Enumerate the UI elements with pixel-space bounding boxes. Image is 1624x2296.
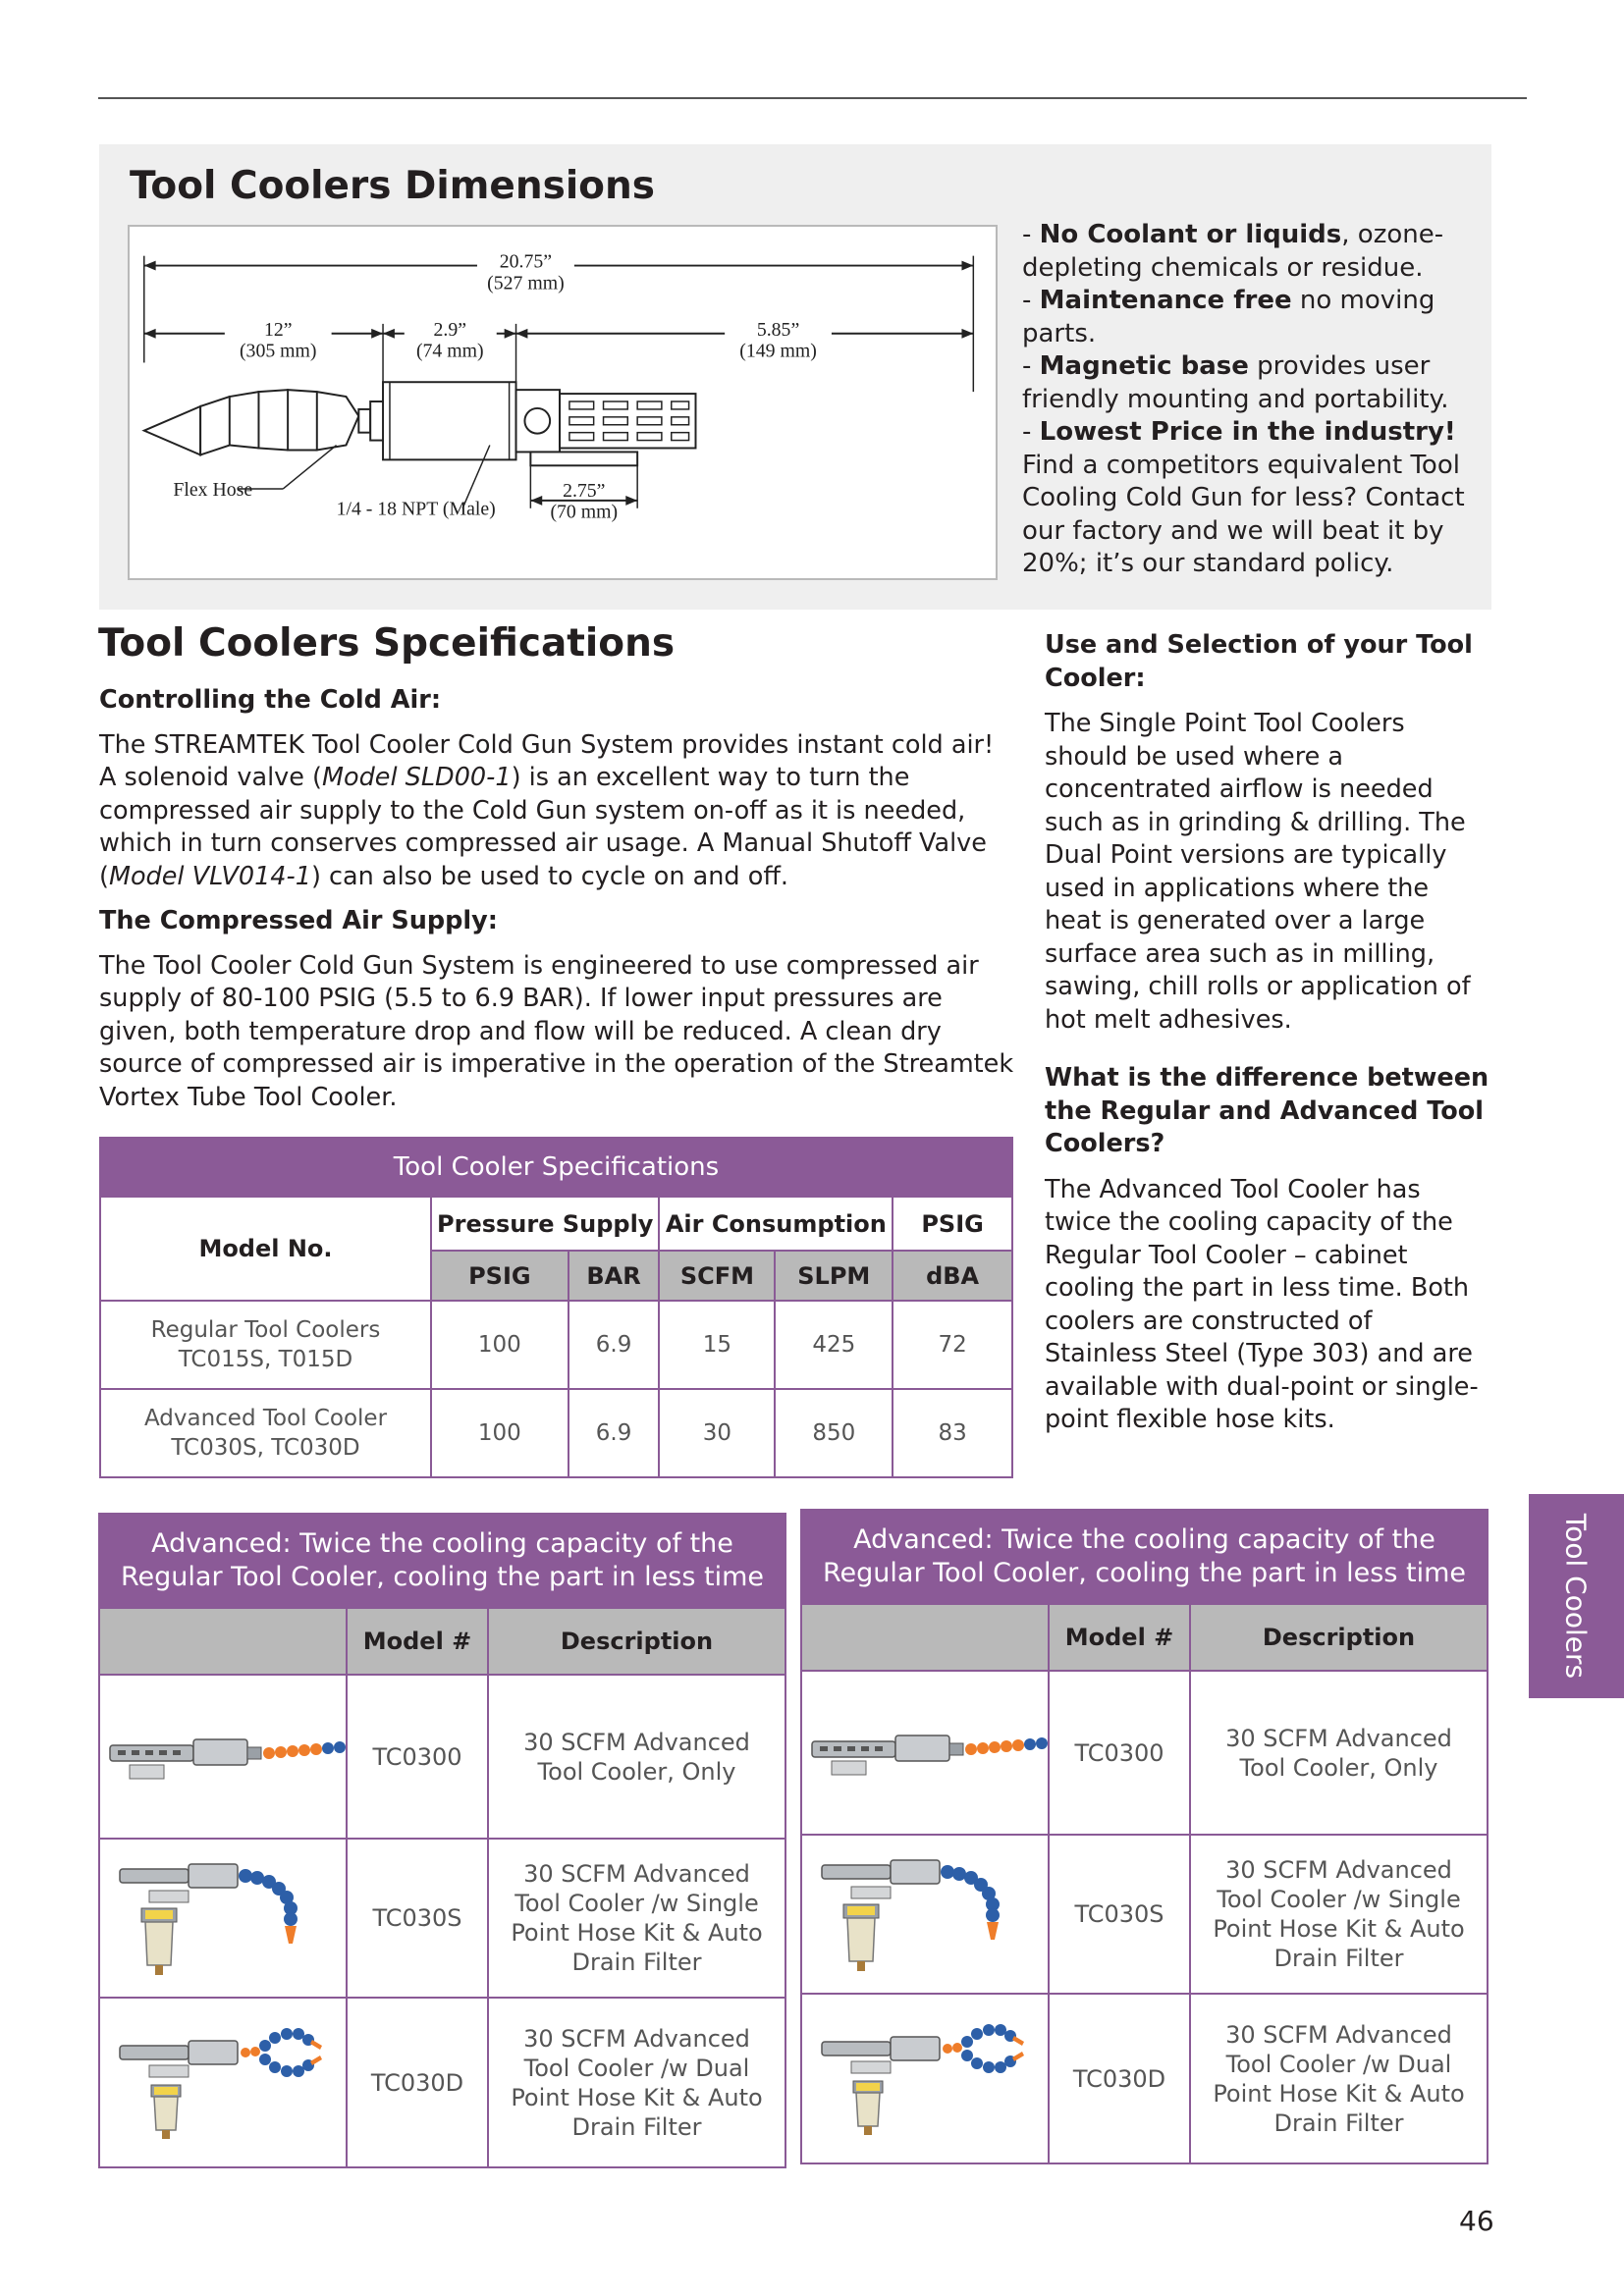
air-supply-paragraph: The Tool Cooler Cold Gun System is engineered to use compressed air supply of 80-100 PSIG (5.5 to 6.9 BAR). If lower input pressures are given, both temperature drop and flow will be reduced. A clean dry source of compressed air is imperative in the operation of the Streamtek Vortex Tube Tool Cooler.: [99, 950, 1014, 1112]
value-cell: 30: [659, 1389, 775, 1477]
value-cell: 6.9: [568, 1301, 660, 1389]
psig-header: PSIG: [893, 1197, 1012, 1251]
dimensions-drawing: [128, 225, 998, 580]
image-column-header: [801, 1604, 1049, 1671]
value-cell: 72: [893, 1301, 1012, 1389]
unit-header: SLPM: [775, 1251, 893, 1301]
table-row: [801, 1835, 1488, 1994]
specifications-title: Tool Coolers Spceifications: [98, 621, 676, 666]
spec-table-title: Tool Cooler Specifications: [100, 1138, 1012, 1197]
feature-item: - Maintenance free no moving parts.: [1022, 286, 1435, 348]
feature-item: - Magnetic base provides user friendly mounting and portability.: [1022, 351, 1449, 414]
description-cell: 30 SCFM Advanced Tool Cooler /w Single Point Hose Kit & Auto Drain Filter: [488, 1839, 785, 1998]
model-cell: TC030D: [347, 1998, 488, 2167]
specifications-text: [99, 684, 1017, 1126]
model-column-header: Model #: [1049, 1604, 1190, 1671]
dim-right: 5.85”: [756, 318, 800, 341]
air-consumption-header: Air Consumption: [659, 1197, 893, 1251]
controlling-paragraph: The STREAMTEK Tool Cooler Cold Gun System provides instant cold air! A solenoid valve (Model SLD00-1) is an excellent way to turn the compressed air supply to the Cold Gun system on-off as it is needed, which in turn conserves compressed air usage. A Manual Shutoff Valve (Model VLV014-1) can also be used to cycle on and off.: [99, 729, 995, 891]
dim-middle: 2.9”: [433, 318, 467, 341]
product-table-right: [800, 1509, 1489, 2164]
top-rule: [98, 97, 1527, 99]
model-column-header: Model #: [347, 1608, 488, 1675]
table-row: [99, 1675, 785, 1839]
value-cell: 100: [431, 1389, 568, 1477]
dim-left: 12”: [263, 318, 293, 341]
dim-base-mm: (70 mm): [550, 501, 619, 523]
description-column-header: Description: [1190, 1604, 1488, 1671]
dim-base: 2.75”: [563, 479, 606, 502]
model-header: Model No.: [100, 1197, 431, 1301]
value-cell: 425: [775, 1301, 893, 1389]
dim-middle-mm: (74 mm): [415, 340, 484, 362]
pressure-header: Pressure Supply: [431, 1197, 659, 1251]
dim-overall: 20.75”: [499, 250, 553, 273]
table-row: [801, 1994, 1488, 2163]
model-cell: Advanced Tool Cooler TC030S, TC030D: [100, 1389, 431, 1477]
unit-header: BAR: [568, 1251, 660, 1301]
table-row: [99, 1998, 785, 2167]
product-table-header: Advanced: Twice the cooling capacity of the Regular Tool Cooler, cooling the part in less time: [801, 1510, 1488, 1604]
model-cell: TC030D: [1049, 1994, 1190, 2163]
description-cell: 30 SCFM Advanced Tool Cooler /w Dual Point Hose Kit & Auto Drain Filter: [1190, 1994, 1488, 2163]
value-cell: 850: [775, 1389, 893, 1477]
selection-text: [1045, 629, 1491, 1437]
value-cell: 83: [893, 1389, 1012, 1477]
dim-overall-mm: (527 mm): [487, 272, 565, 294]
value-cell: 15: [659, 1301, 775, 1389]
product-image-tc030d: [99, 1998, 347, 2167]
dim-left-mm: (305 mm): [239, 340, 317, 362]
use-paragraph: The Single Point Tool Coolers should be used where a concentrated airflow is needed such as in grinding & drilling. The Dual Point versions are typically used in applications where the heat is generated over a large surface area such as in milling, sawing, chill rolls or application of hot melt adhesives.: [1045, 709, 1471, 1035]
table-row: [100, 1389, 1012, 1477]
description-column-header: Description: [488, 1608, 785, 1675]
model-cell: TC0300: [347, 1675, 488, 1839]
table-row: [100, 1301, 1012, 1389]
dimensions-title: Tool Coolers Dimensions: [130, 164, 655, 208]
section-side-tab[interactable]: [1529, 1494, 1624, 1698]
product-image-tc0300: [99, 1675, 347, 1839]
table-row: [99, 1839, 785, 1998]
controlling-heading: Controlling the Cold Air:: [99, 685, 442, 715]
product-image-tc030s: [99, 1839, 347, 1998]
feature-item: - Lowest Price in the industry! Find a competitors equivalent Tool Cooling Cold Gun for less? Contact our factory and we will beat it by 20%; it’s our standard policy.: [1022, 417, 1465, 578]
description-cell: 30 SCFM Advanced Tool Cooler, Only: [1190, 1671, 1488, 1835]
spec-table: [99, 1137, 1013, 1478]
image-column-header: [99, 1608, 347, 1675]
feature-item: - No Coolant or liquids, ozone-depleting chemicals or residue.: [1022, 220, 1444, 283]
use-heading: Use and Selection of your Tool Cooler:: [1045, 630, 1473, 693]
table-row: [801, 1671, 1488, 1835]
model-cell: TC030S: [1049, 1835, 1190, 1994]
value-cell: 100: [431, 1301, 568, 1389]
description-cell: 30 SCFM Advanced Tool Cooler /w Dual Point Hose Kit & Auto Drain Filter: [488, 1998, 785, 2167]
model-cell: TC0300: [1049, 1671, 1190, 1835]
unit-header: SCFM: [659, 1251, 775, 1301]
difference-heading: What is the difference between the Regular and Advanced Tool Coolers?: [1045, 1063, 1489, 1158]
unit-header: dBA: [893, 1251, 1012, 1301]
features-list: [1022, 219, 1474, 581]
unit-header: PSIG: [431, 1251, 568, 1301]
side-tab-label: Tool Coolers: [1559, 1513, 1593, 1680]
air-supply-heading: The Compressed Air Supply:: [99, 906, 498, 935]
product-image-tc0300: [801, 1671, 1049, 1835]
description-cell: 30 SCFM Advanced Tool Cooler /w Single Point Hose Kit & Auto Drain Filter: [1190, 1835, 1488, 1994]
page-number: 46: [1459, 2205, 1494, 2237]
flex-hose-label: Flex Hose: [173, 478, 253, 501]
dimensions-panel: [99, 144, 1491, 610]
dim-right-mm: (149 mm): [739, 340, 817, 362]
value-cell: 6.9: [568, 1389, 660, 1477]
npt-label: 1/4 - 18 NPT (Male): [336, 498, 496, 520]
model-cell: TC030S: [347, 1839, 488, 1998]
product-image-tc030s: [801, 1835, 1049, 1994]
difference-paragraph: The Advanced Tool Cooler has twice the cooling capacity of the Regular Tool Cooler – cabinet cooling the part in less time. Both coolers are constructed of Stainless Steel (Type 303) and are available with dual-point or single-point flexible hose kits.: [1045, 1174, 1479, 1434]
product-image-tc030d: [801, 1994, 1049, 2163]
product-table-left: [98, 1513, 786, 2168]
description-cell: 30 SCFM Advanced Tool Cooler, Only: [488, 1675, 785, 1839]
product-table-header: Advanced: Twice the cooling capacity of the Regular Tool Cooler, cooling the part in less time: [99, 1514, 785, 1608]
model-cell: Regular Tool Coolers TC015S, T015D: [100, 1301, 431, 1389]
